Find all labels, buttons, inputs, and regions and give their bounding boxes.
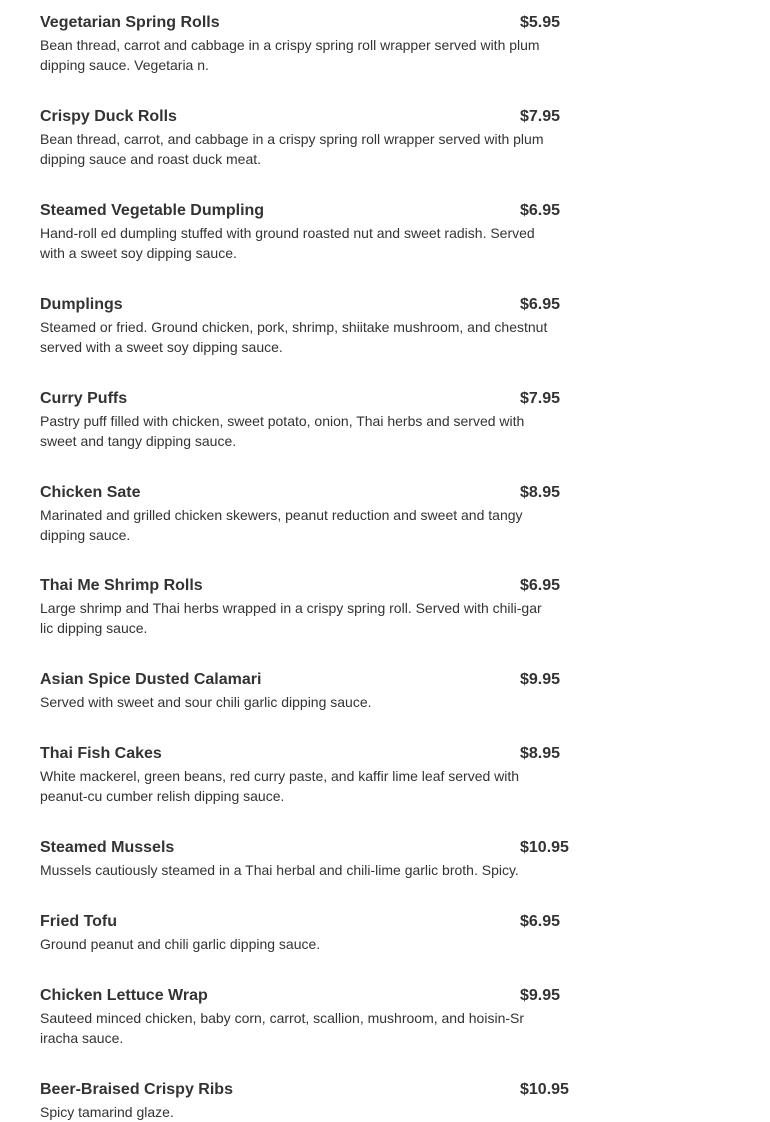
menu-item	[40, 107, 580, 201]
menu-item-price: $9.95	[520, 987, 561, 1004]
menu-item-description: Sauteed minced chicken, baby corn, carrot, scallion, mushroom, and hoisin-Sr iracha sauce.	[40, 1010, 525, 1046]
menu-item-name: Curry Puffs	[40, 390, 128, 407]
menu-item-price: $8.95	[520, 484, 561, 501]
menu-item	[40, 744, 580, 838]
menu-item-description: Pastry puff filled with chicken, sweet potato, onion, Thai herbs and served with sweet and tangy dipping sauce.	[40, 413, 525, 449]
menu-item	[40, 986, 580, 1080]
menu-item	[40, 1080, 580, 1120]
menu-item	[40, 389, 580, 483]
menu-item-description: Hand-roll ed dumpling stuffed with ground roasted nut and sweet radish. Served with a sweet soy dipping sauce.	[40, 225, 535, 261]
menu-item-price: $6.95	[520, 296, 561, 313]
menu-item-name: Chicken Sate	[40, 484, 141, 501]
menu-item-description: Large shrimp and Thai herbs wrapped in a crispy spring roll. Served with chili-gar lic dipping sauce.	[40, 600, 542, 636]
menu-item	[40, 670, 580, 744]
menu-item	[40, 295, 580, 389]
menu-item-name: Chicken Lettuce Wrap	[40, 987, 208, 1004]
menu-item-price: $6.95	[520, 913, 561, 930]
menu-item-price: $10.95	[520, 1081, 569, 1098]
menu-item-name: Crispy Duck Rolls	[40, 108, 177, 125]
menu-item-description: Spicy tamarind glaze.	[40, 1104, 174, 1120]
menu-item-description: Ground peanut and chili garlic dipping sauce.	[40, 936, 321, 952]
menu-item	[40, 838, 580, 912]
menu-item-name: Thai Fish Cakes	[40, 745, 162, 762]
menu-item-name: Dumplings	[40, 296, 123, 313]
menu-item-description: Bean thread, carrot and cabbage in a crispy spring roll wrapper served with plum dipping sauce. Vegetaria n.	[40, 37, 540, 73]
menu-item-price: $6.95	[520, 202, 561, 219]
menu-item	[40, 483, 580, 576]
menu-item-name: Fried Tofu	[40, 913, 118, 930]
menu-item-description: Mussels cautiously steamed in a Thai herbal and chili-lime garlic broth. Spicy.	[40, 862, 519, 878]
menu-item-price: $7.95	[520, 390, 561, 407]
menu-item-name: Beer-Braised Crispy Ribs	[40, 1081, 233, 1098]
menu-item	[40, 201, 580, 295]
menu-item-name: Thai Me Shrimp Rolls	[40, 577, 203, 594]
menu-item-name: Steamed Vegetable Dumpling	[40, 202, 265, 219]
menu-item-price: $7.95	[520, 108, 561, 125]
menu-item-description: White mackerel, green beans, red curry paste, and kaffir lime leaf served with peanut-cu cumber relish dipping sauce.	[40, 768, 520, 804]
menu-item-description: Marinated and grilled chicken skewers, peanut reduction and sweet and tangy dipping sauce.	[40, 507, 523, 543]
menu-item	[40, 13, 580, 107]
menu-item-name: Vegetarian Spring Rolls	[40, 14, 220, 31]
menu-list	[40, 13, 580, 1120]
menu-item	[40, 912, 580, 986]
menu-item-price: $8.95	[520, 745, 561, 762]
menu-item-name: Steamed Mussels	[40, 839, 175, 856]
menu-item-price: $6.95	[520, 577, 561, 594]
menu-item-description: Bean thread, carrot, and cabbage in a crispy spring roll wrapper served with plum dipping sauce and roast duck meat.	[40, 131, 544, 167]
menu-item-description: Steamed or fried. Ground chicken, pork, shrimp, shiitake mushroom, and chestnut served with a sweet soy dipping sauce.	[40, 319, 548, 355]
menu-item-price: $10.95	[520, 839, 569, 856]
menu-item-price: $9.95	[520, 671, 561, 688]
menu-item-price: $5.95	[520, 14, 561, 31]
menu-item	[40, 576, 580, 670]
menu-item-name: Asian Spice Dusted Calamari	[40, 671, 262, 688]
menu-item-description: Served with sweet and sour chili garlic dipping sauce.	[40, 694, 372, 710]
